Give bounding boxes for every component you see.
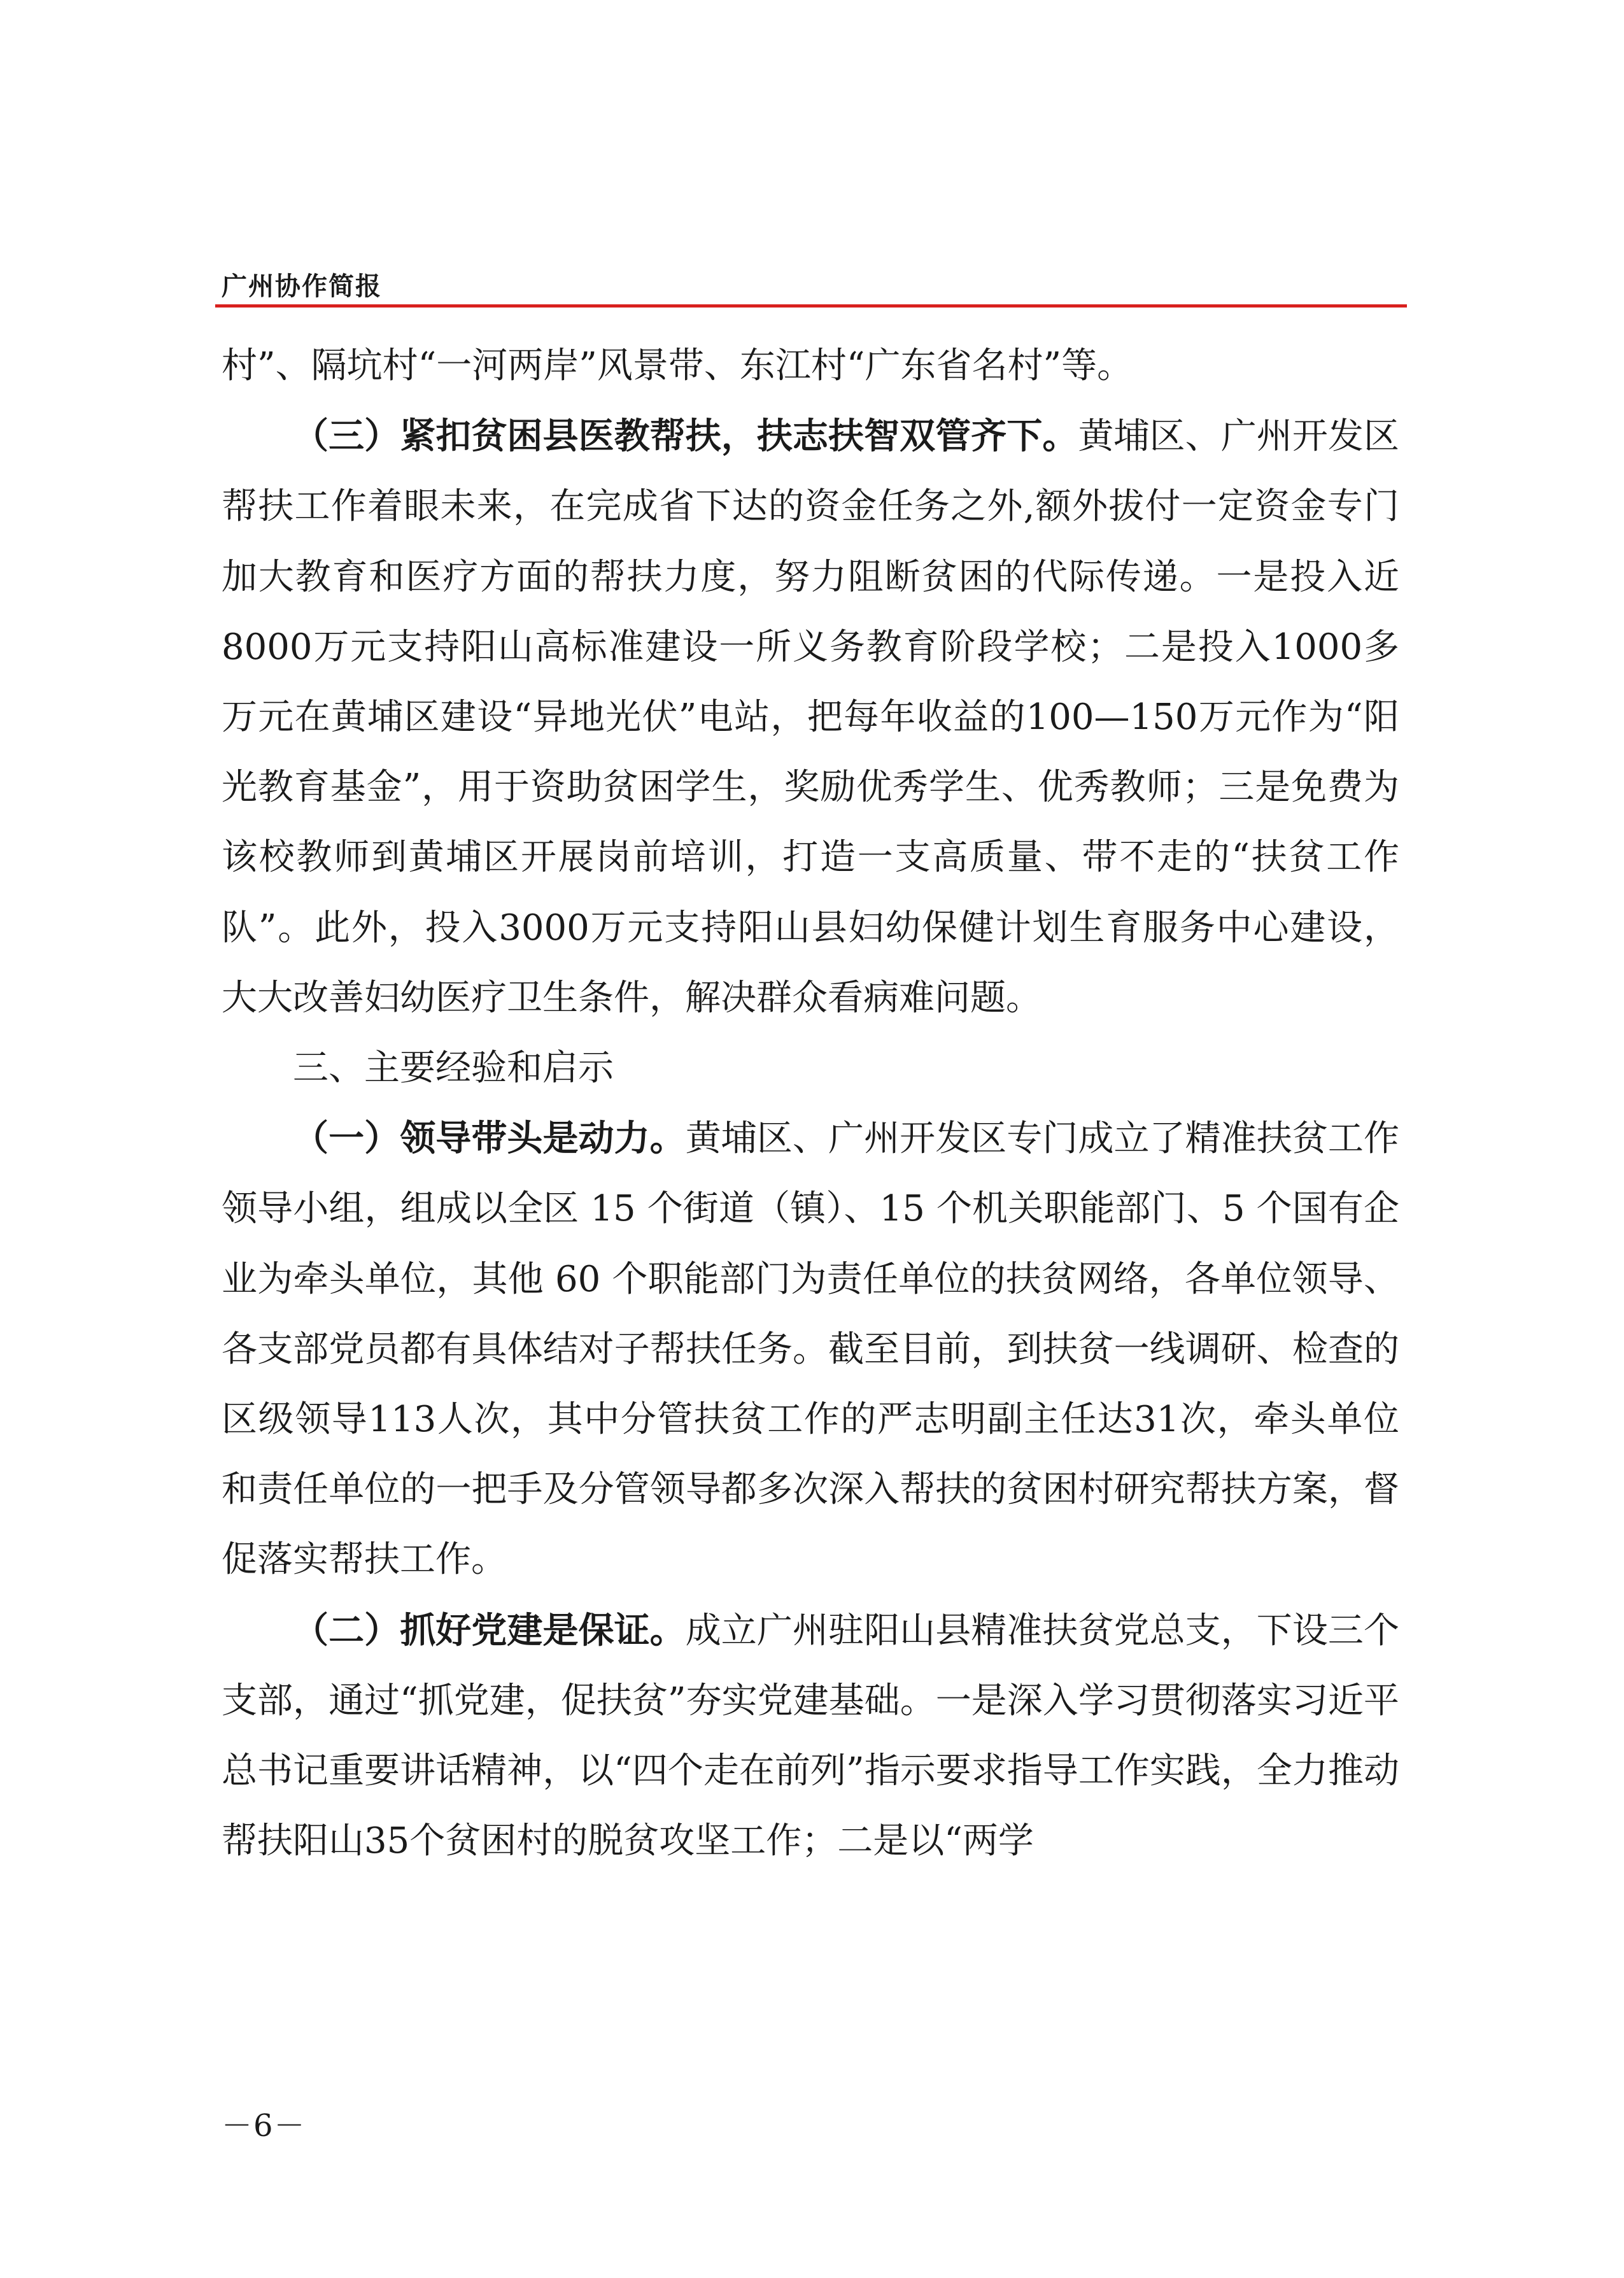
paragraph-leadership (222, 1103, 1399, 1595)
header-divider (215, 304, 1407, 308)
paragraph-text: 黄埔区、广州开发区帮扶工作着眼未来，在完成省下达的资金任务之外,额外拔付一定资金专门加大教育和医疗方面的帮扶力度，努力阻断贫困的代际传递。一是投入近8000万元支持阳山高标准建设一所义务教育阶段学校；二是投入1000多万元在黄埔区建设“异地光伏”电站，把每年收益的100—150万元作为“阳光教育基金”，用于资助贫困学生，奖励优秀学生、优秀教师；三是免费为该校教师到黄埔区开展岗前培训，打造一支高质量、带不走的“扶贫工作队”。此外，投入3000万元支持阳山县妇幼保健计划生育服务中心建设，大大改善妇幼医疗卫生条件，解决群众看病难问题。 (222, 416, 1400, 1019)
paragraph-lead: （二）抓好党建是保证。 (293, 1609, 686, 1652)
publication-title: 广州协作简报 (222, 272, 382, 301)
paragraph-text: 成立广州驻阳山县精准扶贫党总支，下设三个支部，通过“抓党建，促扶贫”夯实党建基础。一是深入学习贯彻落实习近平总书记重要讲话精神，以“四个走在前列”指示要求指导工作实践，全力推动帮扶阳山35个贫困村的脱贫攻坚工作；二是以“两学 (222, 1609, 1400, 1862)
page-number: －6－ (222, 2108, 306, 2144)
paragraph-lead: （一）领导带头是动力。 (293, 1117, 686, 1160)
paragraph-party-building (222, 1595, 1399, 1877)
document-body (222, 331, 1399, 1876)
paragraph-lead: （三）紧扣贫困县医教帮扶，扶志扶智双管齐下。 (293, 415, 1078, 458)
section-heading: 三、主要经验和启示 (293, 1047, 614, 1089)
paragraph-section-3 (222, 401, 1399, 1033)
paragraph-continuation (222, 331, 1399, 401)
paragraph-text: 黄埔区、广州开发区专门成立了精准扶贫工作领导小组，组成以全区 15 个街道（镇）、15 个机关职能部门、5 个国有企业为牵头单位，其他 60 个职能部门为责任单位的扶贫网络，各单位领导、各支部党员都有具体结对子帮扶任务。截至目前，到扶贫一线调研、检查的区级领导113人次，其中分管扶贫工作的严志明副主任达31次，牵头单位和责任单位的一把手及分管领导都多次深入帮扶的贫困村研究帮扶方案，督促落实帮扶工作。 (222, 1118, 1400, 1581)
paragraph-text: 村”、隔坑村“一河两岸”风景带、东江村“广东省名村”等。 (222, 345, 1133, 386)
